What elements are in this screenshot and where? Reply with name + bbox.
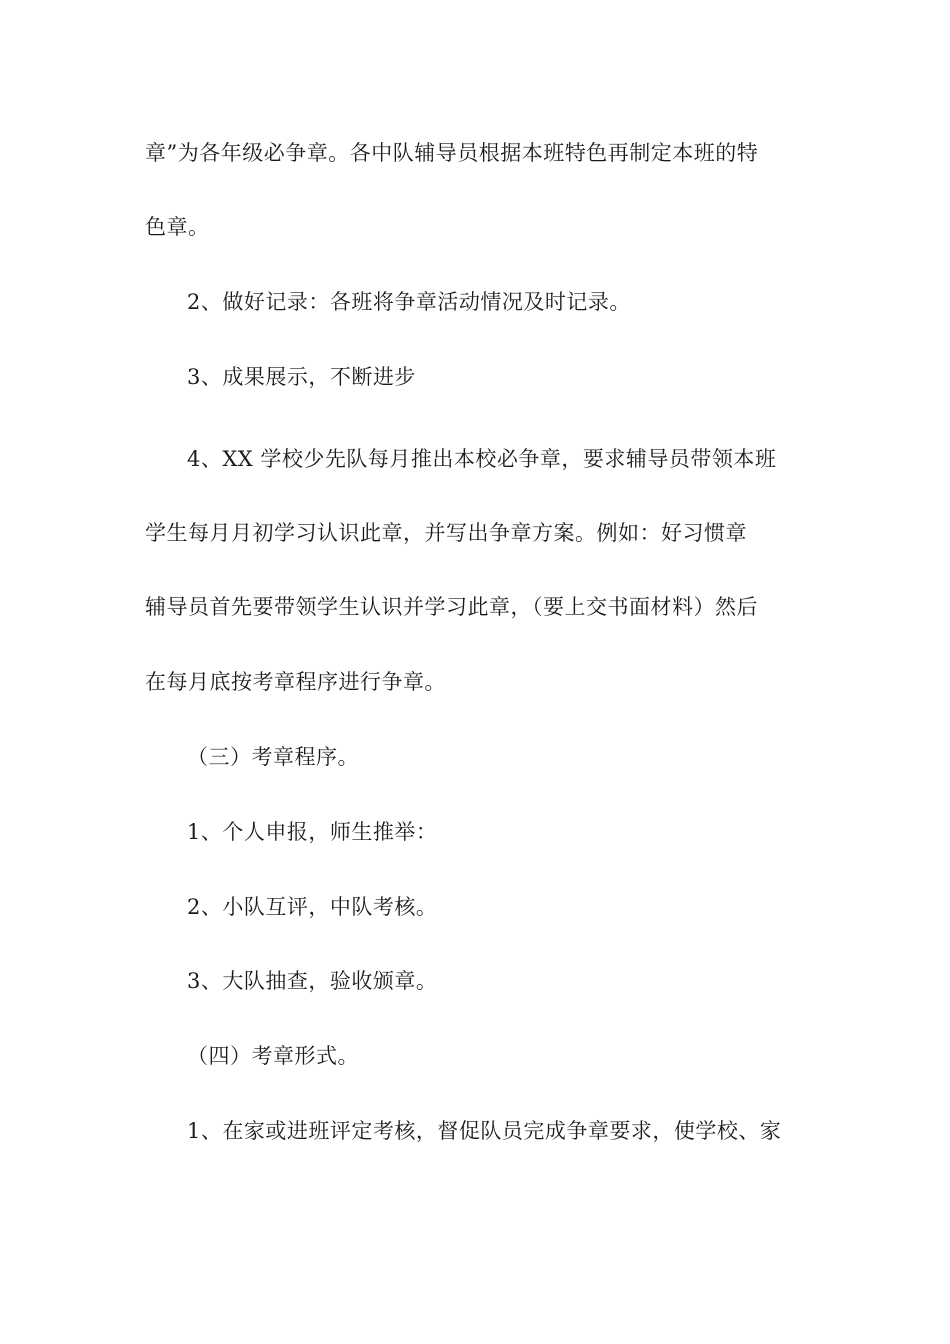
text-line: 1、在家或进班评定考核，督促队员完成争章要求，使学校、家 (187, 1119, 782, 1143)
text-line: 1、个人申报，师生推举： (187, 820, 438, 844)
text-line: 在每月底按考章程序进行争章。 (145, 670, 446, 694)
text-line: 3、成果展示，不断进步 (187, 365, 416, 389)
text-line: 色章。 (145, 215, 210, 239)
text-line: 学生每月月初学习认识此章，并写出争章方案。例如：好习惯章 (145, 521, 747, 545)
text-line: 2、做好记录：各班将争章活动情况及时记录。 (187, 290, 631, 314)
text-line: 3、大队抽查，验收颁章。 (187, 969, 438, 993)
text-line: 2、小队互评，中队考核。 (187, 895, 438, 919)
text-line: 4、XX 学校少先队每月推出本校必争章，要求辅导员带领本班 (187, 447, 777, 471)
text-line: （四）考章形式。 (187, 1044, 359, 1068)
text-line: 章”为各年级必争章。各中队辅导员根据本班特色再制定本班的特 (145, 141, 759, 165)
text-line: （三）考章程序。 (187, 745, 359, 769)
text-line: 辅导员首先要带领学生认识并学习此章，（要上交书面材料）然后 (145, 595, 758, 619)
